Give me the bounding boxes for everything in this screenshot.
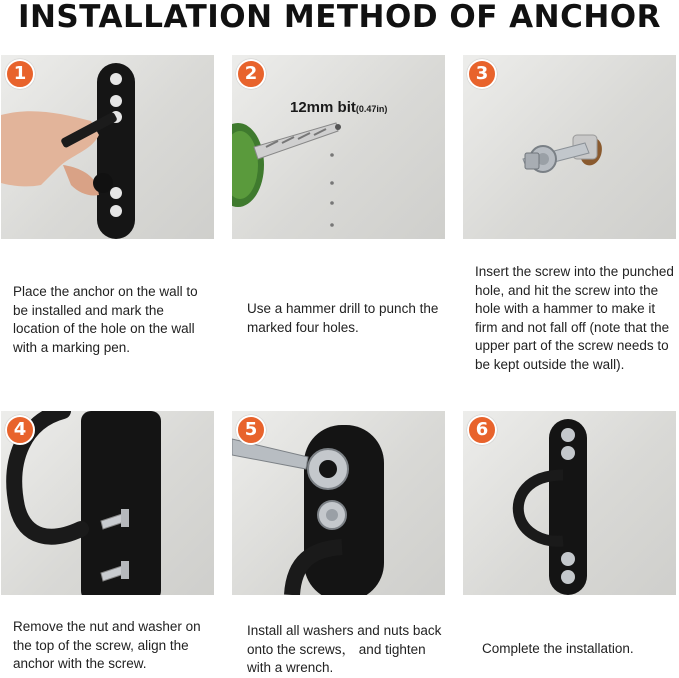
step-2-image (232, 55, 445, 239)
tighten-wrench-illustration (232, 411, 445, 595)
step-3-badge: 3 (467, 59, 497, 89)
step-1-image (1, 55, 214, 239)
align-anchor-illustration (1, 411, 214, 595)
drill-illustration (232, 55, 445, 239)
step-3-image (463, 55, 676, 239)
drill-bit-label: 12mm bit(0.47in) (290, 99, 388, 116)
step-5-badge: 5 (236, 415, 266, 445)
step-4-badge: 4 (5, 415, 35, 445)
step-6-caption: Complete the installation. (482, 641, 634, 656)
step-1-badge: 1 (5, 59, 35, 89)
completed-anchor-illustration (463, 411, 676, 595)
screw-insert-illustration (463, 55, 676, 239)
step-5-image (232, 411, 445, 595)
step-3-caption: Insert the screw into the punched hole, and hit the screw into the hole with a hammer to make it firm and not fall off (note that the upper part of the screw needs to be kept outside the wall). (475, 264, 674, 372)
step-2-caption: Use a hammer drill to punch the marked four holes. (247, 301, 439, 335)
step-4-image (1, 411, 214, 595)
mark-holes-illustration (1, 55, 214, 239)
step-6-badge: 6 (467, 415, 497, 445)
page-title: INSTALLATION METHOD OF ANCHOR (17, 0, 662, 35)
step-6-image (463, 411, 676, 595)
step-4-caption: Remove the nut and washer on the top of the screw, align the anchor with the screw. (13, 619, 201, 671)
step-2-badge: 2 (236, 59, 266, 89)
step-5-caption: Install all washers and nuts back onto the screws， and tighten with a wrench. (247, 623, 442, 675)
step-1-caption: Place the anchor on the wall to be installed and mark the location of the hole on the wall with a marking pen. (13, 284, 198, 355)
